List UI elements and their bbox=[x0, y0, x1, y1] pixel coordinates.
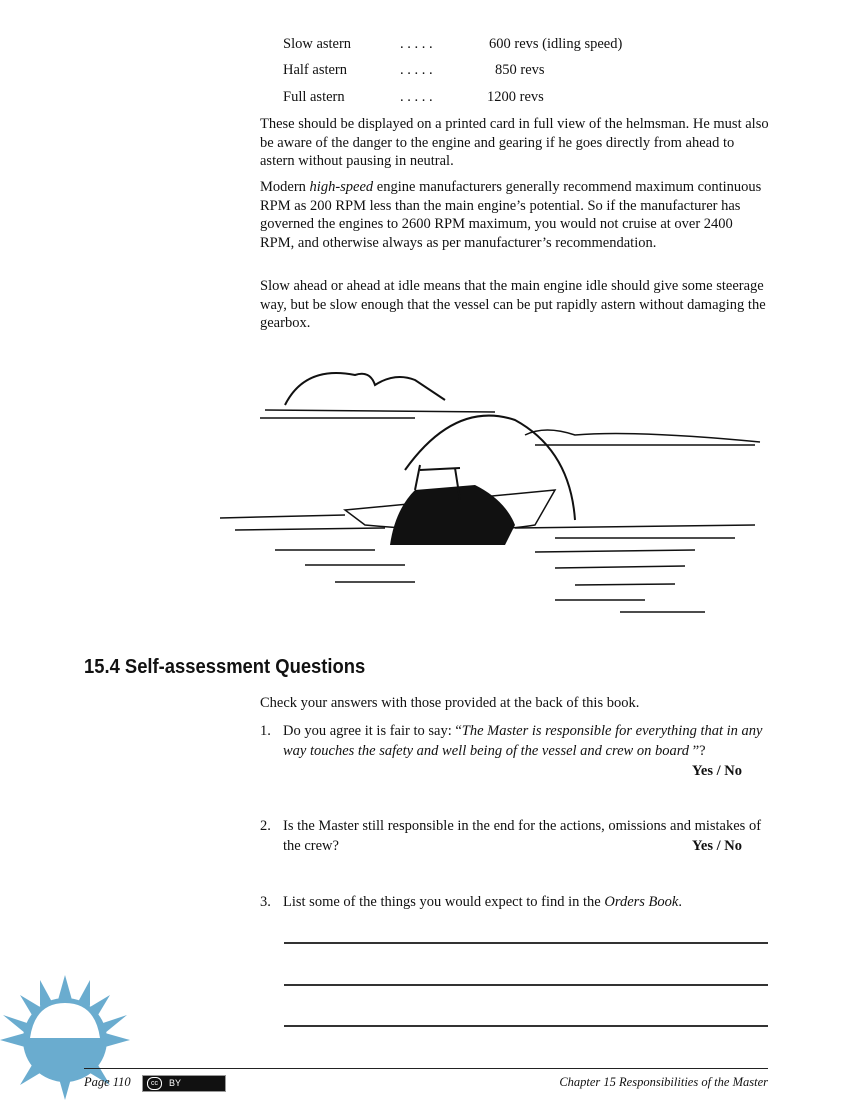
question-quote: The Master is responsible for everything that in any way touches the safety and well being of the vessel and crew on board bbox=[283, 723, 763, 759]
question-number: 3. bbox=[260, 894, 271, 910]
question-emphasis: Orders Book bbox=[604, 894, 679, 910]
question-text: Is the Master still responsible in the end for the actions, omissions and mistakes of the crew? bbox=[283, 818, 762, 854]
rpm-dots: . . . . . bbox=[400, 89, 433, 105]
emphasis: high-speed bbox=[309, 179, 374, 195]
rpm-value: 600 revs (idling speed) bbox=[489, 36, 623, 52]
rpm-label: Slow astern bbox=[283, 36, 352, 52]
section-heading: 15.4 Self-assessment Questions bbox=[84, 656, 366, 678]
answer-line[interactable] bbox=[284, 984, 768, 986]
license-label: BY bbox=[169, 1078, 182, 1088]
paragraph: These should be displayed on a printed card in full view of the helmsman. He must also be aware of the danger to the engine and gearing if he goes directly from ahead to astern without pausing in neutral. bbox=[260, 116, 769, 169]
rpm-value: 850 revs bbox=[495, 62, 545, 78]
footer-rule bbox=[84, 1068, 768, 1069]
yes-no-answer[interactable]: Yes / No bbox=[692, 763, 742, 779]
question-number: 1. bbox=[260, 723, 271, 739]
rpm-dots: . . . . . bbox=[400, 62, 433, 78]
answer-line[interactable] bbox=[284, 1025, 768, 1027]
cc-license-badge[interactable] bbox=[142, 1075, 226, 1092]
yes-no-answer[interactable]: Yes / No bbox=[692, 838, 742, 854]
paragraph bbox=[260, 178, 770, 252]
chapter-title: Chapter 15 Responsibilities of the Master bbox=[559, 1075, 768, 1089]
rpm-value: 1200 revs bbox=[487, 89, 544, 105]
question-1 bbox=[260, 721, 770, 779]
rpm-dots: . . . . . bbox=[400, 36, 433, 52]
text: Modern bbox=[260, 179, 310, 195]
question-text: . bbox=[678, 894, 682, 910]
question-3 bbox=[260, 892, 770, 912]
text: engine manufacturers generally recommend maximum continuous RPM as 200 RPM less than the main engine’s potential. So if the manufacturer has governed the engines to 2600 RPM maximum, you would not cruise at over 2400 RPM, and otherwise always as per manufacturer’s recommendation. bbox=[260, 179, 762, 251]
cc-icon: cc bbox=[147, 1077, 162, 1090]
question-text: Do you agree it is fair to say: “ bbox=[283, 723, 462, 739]
rpm-label: Half astern bbox=[283, 62, 348, 78]
page-number: Page 110 bbox=[84, 1075, 131, 1089]
section-intro: Check your answers with those provided at the back of this book. bbox=[260, 695, 640, 711]
question-text: ”? bbox=[689, 743, 706, 759]
rpm-label: Full astern bbox=[283, 89, 345, 105]
paragraph: Slow ahead or ahead at idle means that the main engine idle should give some steerage way, but be slow enough that the vessel can be put rapidly astern without damaging the gearbox. bbox=[260, 278, 766, 331]
answer-line[interactable] bbox=[284, 942, 768, 944]
boat-sunset-illustration bbox=[215, 360, 775, 620]
question-number: 2. bbox=[260, 818, 271, 834]
question-2 bbox=[260, 816, 770, 856]
question-text: List some of the things you would expect to find in the bbox=[283, 894, 605, 910]
